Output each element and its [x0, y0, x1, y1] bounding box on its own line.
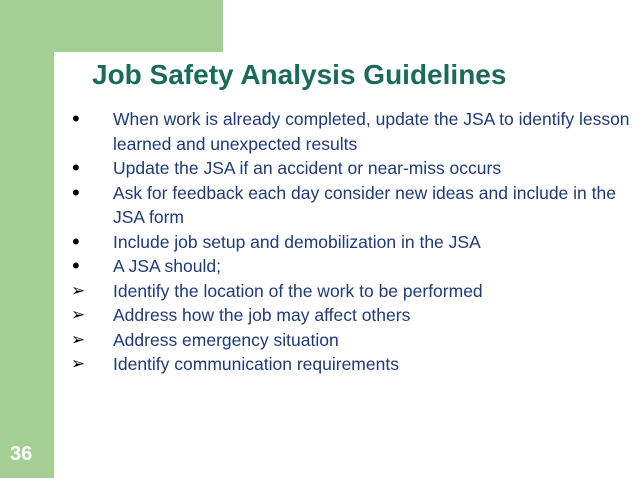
- list-item: [64, 254, 630, 279]
- sub-item-text: Address emergency situation: [113, 329, 339, 350]
- arrow-bullet-icon: ➢: [71, 354, 86, 373]
- arrow-bullet-icon: ➢: [71, 280, 86, 300]
- list-item: [64, 230, 630, 255]
- arrow-bullet-icon: ➢: [71, 305, 86, 324]
- sub-item-text: Address how the job may affect others: [113, 305, 411, 325]
- list-item: [64, 156, 630, 181]
- bullet-text: Ask for feedback each day consider new ideas and include in the JSA form: [113, 182, 616, 227]
- sub-list-item: [64, 352, 630, 377]
- list-item: [64, 107, 630, 156]
- bullet-text: Include job setup and demobilization in the JSA: [113, 231, 481, 252]
- bullet-icon: •: [72, 228, 80, 254]
- bullet-icon: •: [72, 106, 80, 131]
- bullet-icon: •: [72, 179, 80, 205]
- sub-list-item: [64, 279, 630, 304]
- bullet-text: A JSA should;: [113, 256, 221, 276]
- list-item: [64, 181, 630, 230]
- bullet-icon: •: [72, 253, 80, 278]
- top-accent-block: [0, 0, 223, 52]
- sub-item-text: Identify the location of the work to be performed: [113, 280, 483, 301]
- bullet-text: Update the JSA if an accident or near-miss occurs: [113, 158, 502, 178]
- sub-list-item: [64, 328, 630, 353]
- sub-list-item: [64, 303, 630, 328]
- bullet-text: When work is already completed, update the JSA to identify lesson learned and unexpected results: [113, 109, 630, 154]
- arrow-bullet-icon: ➢: [71, 329, 86, 349]
- bullet-list: [64, 107, 630, 377]
- slide-title: Job Safety Analysis Guidelines: [92, 59, 507, 90]
- sub-item-text: Identify communication requirements: [113, 354, 399, 374]
- left-accent-bar: [0, 0, 54, 478]
- page-number: 36: [10, 443, 33, 465]
- bullet-icon: •: [72, 155, 80, 180]
